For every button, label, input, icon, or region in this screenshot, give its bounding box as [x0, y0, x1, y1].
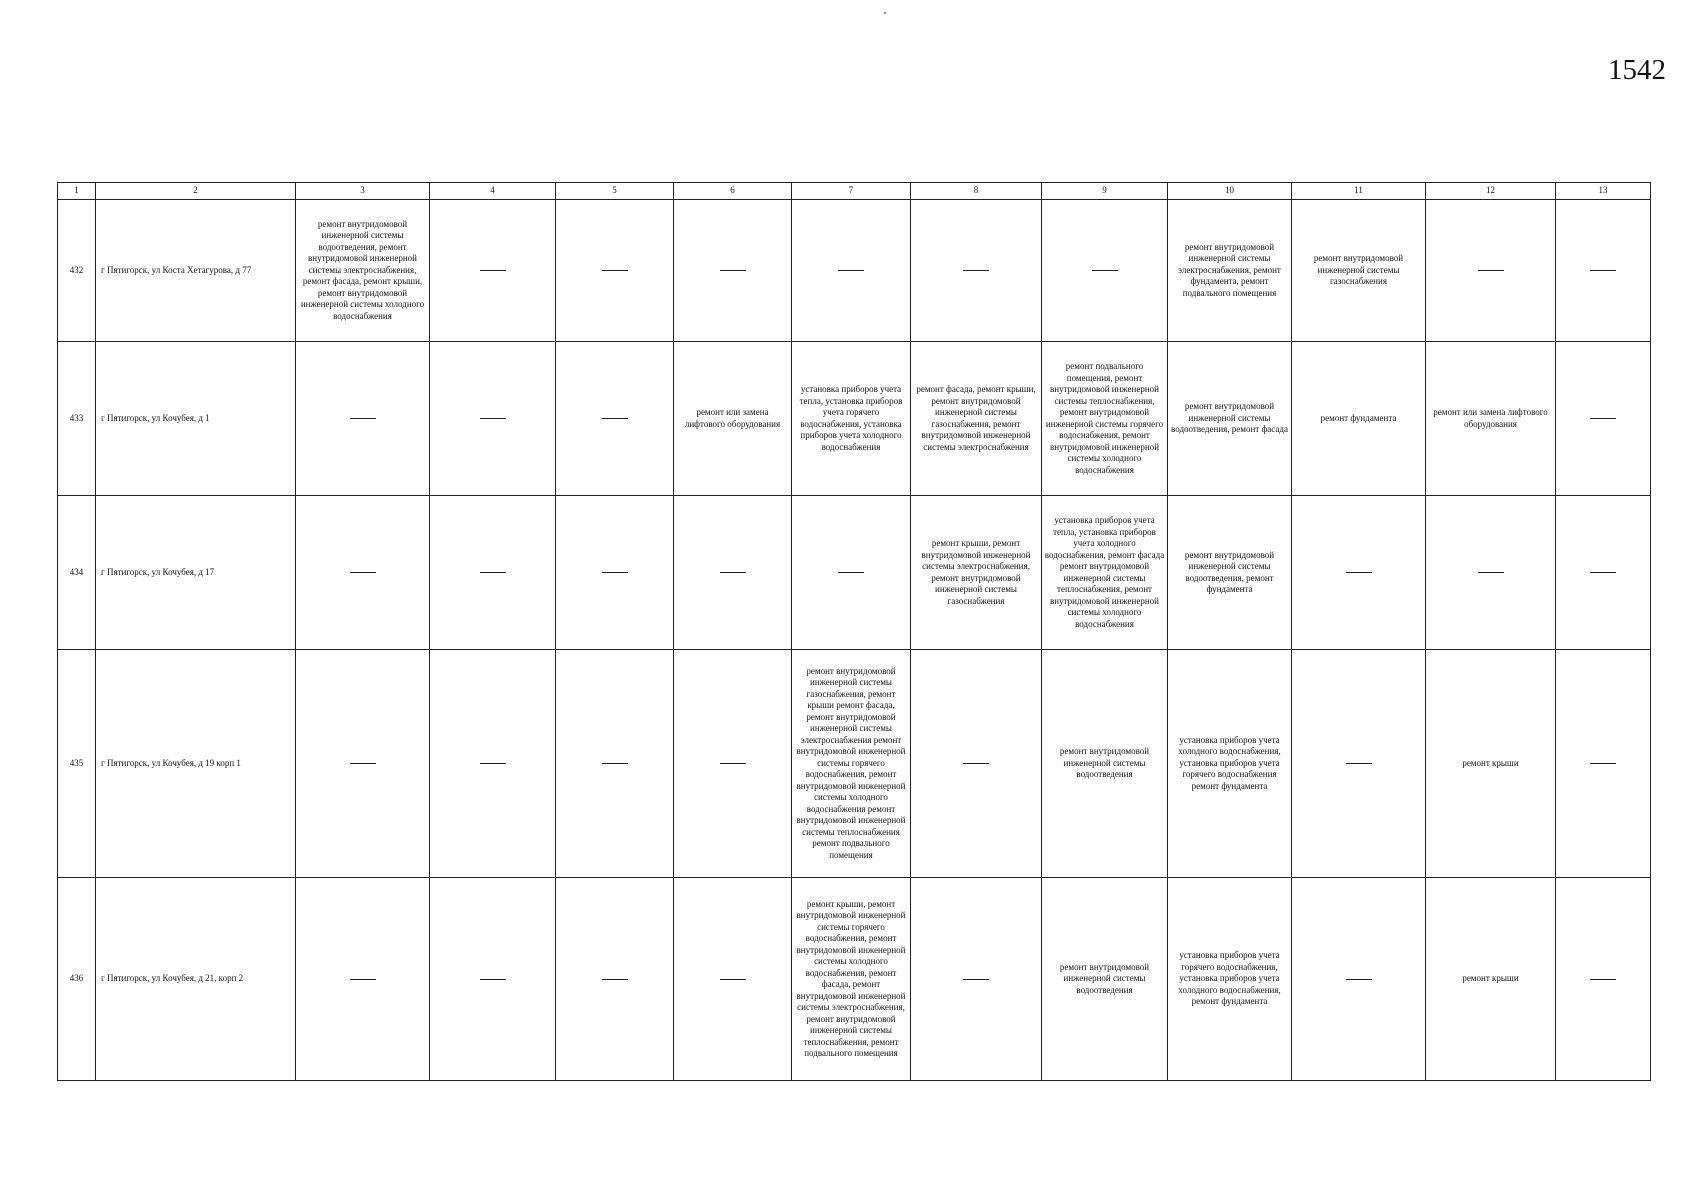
- empty-cell: [1556, 342, 1651, 496]
- column-header: 13: [1556, 183, 1651, 200]
- dash-mark: [838, 572, 864, 573]
- dash-mark: [1346, 763, 1372, 764]
- work-type-cell: ремонт внутридомовой инженерной системы водоотведения, ремонт внутридомовой инженерной системы электроснабжения, ремонт фасада, ремонт крыши, ремонт внутридомовой инженерной системы холодного водоснабжения: [296, 200, 430, 342]
- empty-cell: [1292, 650, 1426, 878]
- dash-mark: [602, 572, 628, 573]
- column-header: 6: [674, 183, 792, 200]
- dash-mark: [480, 763, 506, 764]
- dash-mark: [350, 572, 376, 573]
- work-type-cell: ремонт внутридомовой инженерной системы водоотведения: [1042, 878, 1168, 1081]
- empty-cell: [674, 650, 792, 878]
- column-header: 11: [1292, 183, 1426, 200]
- dash-mark: [963, 270, 989, 271]
- work-type-cell: ремонт внутридомовой инженерной системы водоотведения: [1042, 650, 1168, 878]
- empty-cell: [296, 878, 430, 1081]
- dash-mark: [1346, 572, 1372, 573]
- address-cell: г Пятигорск, ул Кочубея, д 19 корп 1: [96, 650, 296, 878]
- row-number-cell: 432: [58, 200, 96, 342]
- dash-mark: [602, 270, 628, 271]
- work-type-cell: установка приборов учета горячего водоснабжения, установка приборов учета холодного водоснабжения, ремонт фундамента: [1168, 878, 1292, 1081]
- empty-cell: [1292, 878, 1426, 1081]
- dash-mark: [1092, 270, 1118, 271]
- dash-mark: [720, 270, 746, 271]
- empty-cell: [674, 200, 792, 342]
- empty-cell: [674, 878, 792, 1081]
- empty-cell: [1426, 200, 1556, 342]
- dash-mark: [720, 572, 746, 573]
- scan-speck: [884, 12, 886, 14]
- dash-mark: [838, 270, 864, 271]
- work-type-cell: ремонт или замена лифтового оборудования: [674, 342, 792, 496]
- empty-cell: [911, 200, 1042, 342]
- work-type-cell: ремонт крыши, ремонт внутридомовой инженерной системы горячего водоснабжения, ремонт внутридомовой инженерной системы холодного водоснабжения, ремонт фасада, ремонт внутридомовой инженерной системы электроснабжения, ремонт внутридомовой инженерной системы теплоснабжения, ремонт подвального помещения: [792, 878, 911, 1081]
- dash-mark: [963, 763, 989, 764]
- empty-cell: [911, 650, 1042, 878]
- work-type-cell: ремонт подвального помещения, ремонт внутридомовой инженерной системы теплоснабжения, ремонт внутридомовой инженерной системы горячего водоснабжения, ремонт внутридомовой инженерной системы холодного водоснабжения: [1042, 342, 1168, 496]
- address-cell: г Пятигорск, ул Кочубея, д 1: [96, 342, 296, 496]
- row-number-cell: 433: [58, 342, 96, 496]
- work-type-cell: установка приборов учета тепла, установка приборов учета холодного водоснабжения, ремонт фасада ремонт внутридомовой инженерной системы теплоснабжения, ремонт внутридомовой инженерной системы холодного водоснабжения: [1042, 496, 1168, 650]
- row-number-cell: 435: [58, 650, 96, 878]
- dash-mark: [350, 979, 376, 980]
- column-header: 3: [296, 183, 430, 200]
- work-type-cell: ремонт крыши: [1426, 878, 1556, 1081]
- dash-mark: [720, 979, 746, 980]
- column-header: 7: [792, 183, 911, 200]
- column-header: 9: [1042, 183, 1168, 200]
- empty-cell: [1556, 650, 1651, 878]
- empty-cell: [430, 496, 556, 650]
- empty-cell: [1556, 200, 1651, 342]
- dash-mark: [602, 418, 628, 419]
- table-row: [58, 650, 1651, 878]
- work-type-cell: ремонт крыши: [1426, 650, 1556, 878]
- work-type-cell: ремонт фундамента: [1292, 342, 1426, 496]
- table-row: [58, 342, 1651, 496]
- work-type-cell: ремонт крыши, ремонт внутридомовой инженерной системы электроснабжения, ремонт внутридомовой инженерной системы газоснабжения: [911, 496, 1042, 650]
- empty-cell: [1292, 496, 1426, 650]
- dash-mark: [1590, 418, 1616, 419]
- address-cell: г Пятигорск, ул Кочубея, д 17: [96, 496, 296, 650]
- empty-cell: [792, 496, 911, 650]
- work-type-cell: ремонт внутридомовой инженерной системы водоотведения, ремонт фасада: [1168, 342, 1292, 496]
- empty-cell: [556, 200, 674, 342]
- table-row: [58, 878, 1651, 1081]
- empty-cell: [556, 878, 674, 1081]
- address-cell: г Пятигорск, ул Кочубея, д 21, корп 2: [96, 878, 296, 1081]
- empty-cell: [556, 342, 674, 496]
- row-number-cell: 434: [58, 496, 96, 650]
- column-header: 12: [1426, 183, 1556, 200]
- column-header: 8: [911, 183, 1042, 200]
- column-header: 2: [96, 183, 296, 200]
- empty-cell: [296, 496, 430, 650]
- table-body: [58, 200, 1651, 1081]
- dash-mark: [350, 418, 376, 419]
- repair-schedule-table: [57, 182, 1651, 1081]
- column-header: 10: [1168, 183, 1292, 200]
- work-type-cell: ремонт внутридомовой инженерной системы газоснабжения, ремонт крыши ремонт фасада, ремонт внутридомовой инженерной системы электроснабжения ремонт внутридомовой инженерной системы горячего водоснабжения, ремонт внутридомовой инженерной системы холодного водоснабжения ремонт внутридомовой инженерной системы теплоснабжения ремонт подвального помещения: [792, 650, 911, 878]
- work-type-cell: ремонт внутридомовой инженерной системы электроснабжения, ремонт фундамента, ремонт подвального помещения: [1168, 200, 1292, 342]
- column-number-row: [58, 183, 1651, 200]
- address-cell: г Пятигорск, ул Коста Хетагурова, д 77: [96, 200, 296, 342]
- dash-mark: [480, 572, 506, 573]
- page-number: 1542: [1608, 54, 1666, 86]
- dash-mark: [350, 763, 376, 764]
- dash-mark: [602, 763, 628, 764]
- empty-cell: [911, 878, 1042, 1081]
- empty-cell: [430, 650, 556, 878]
- empty-cell: [296, 342, 430, 496]
- work-type-cell: ремонт или замена лифтового оборудования: [1426, 342, 1556, 496]
- dash-mark: [480, 418, 506, 419]
- empty-cell: [556, 650, 674, 878]
- dash-mark: [963, 979, 989, 980]
- empty-cell: [556, 496, 674, 650]
- dash-mark: [1590, 979, 1616, 980]
- empty-cell: [674, 496, 792, 650]
- work-type-cell: ремонт внутридомовой инженерной системы водоотведения, ремонт фундамента: [1168, 496, 1292, 650]
- dash-mark: [480, 979, 506, 980]
- empty-cell: [430, 342, 556, 496]
- dash-mark: [480, 270, 506, 271]
- empty-cell: [1042, 200, 1168, 342]
- dash-mark: [720, 763, 746, 764]
- empty-cell: [430, 200, 556, 342]
- dash-mark: [1478, 270, 1504, 271]
- empty-cell: [1556, 496, 1651, 650]
- table-row: [58, 496, 1651, 650]
- dash-mark: [1590, 763, 1616, 764]
- dash-mark: [1346, 979, 1372, 980]
- row-number-cell: 436: [58, 878, 96, 1081]
- work-type-cell: ремонт внутридомовой инженерной системы газоснабжения: [1292, 200, 1426, 342]
- dash-mark: [602, 979, 628, 980]
- column-header: 4: [430, 183, 556, 200]
- dash-mark: [1590, 270, 1616, 271]
- empty-cell: [430, 878, 556, 1081]
- empty-cell: [296, 650, 430, 878]
- column-header: 1: [58, 183, 96, 200]
- empty-cell: [1426, 496, 1556, 650]
- empty-cell: [792, 200, 911, 342]
- work-type-cell: установка приборов учета холодного водоснабжения, установка приборов учета горячего водоснабжения ремонт фундамента: [1168, 650, 1292, 878]
- empty-cell: [1556, 878, 1651, 1081]
- dash-mark: [1478, 572, 1504, 573]
- column-header: 5: [556, 183, 674, 200]
- work-type-cell: ремонт фасада, ремонт крыши, ремонт внутридомовой инженерной системы газоснабжения, ремонт внутридомовой инженерной системы электроснабжения: [911, 342, 1042, 496]
- table-row: [58, 200, 1651, 342]
- work-type-cell: установка приборов учета тепла, установка приборов учета горячего водоснабжения, установка приборов учета холодного водоснабжения: [792, 342, 911, 496]
- dash-mark: [1590, 572, 1616, 573]
